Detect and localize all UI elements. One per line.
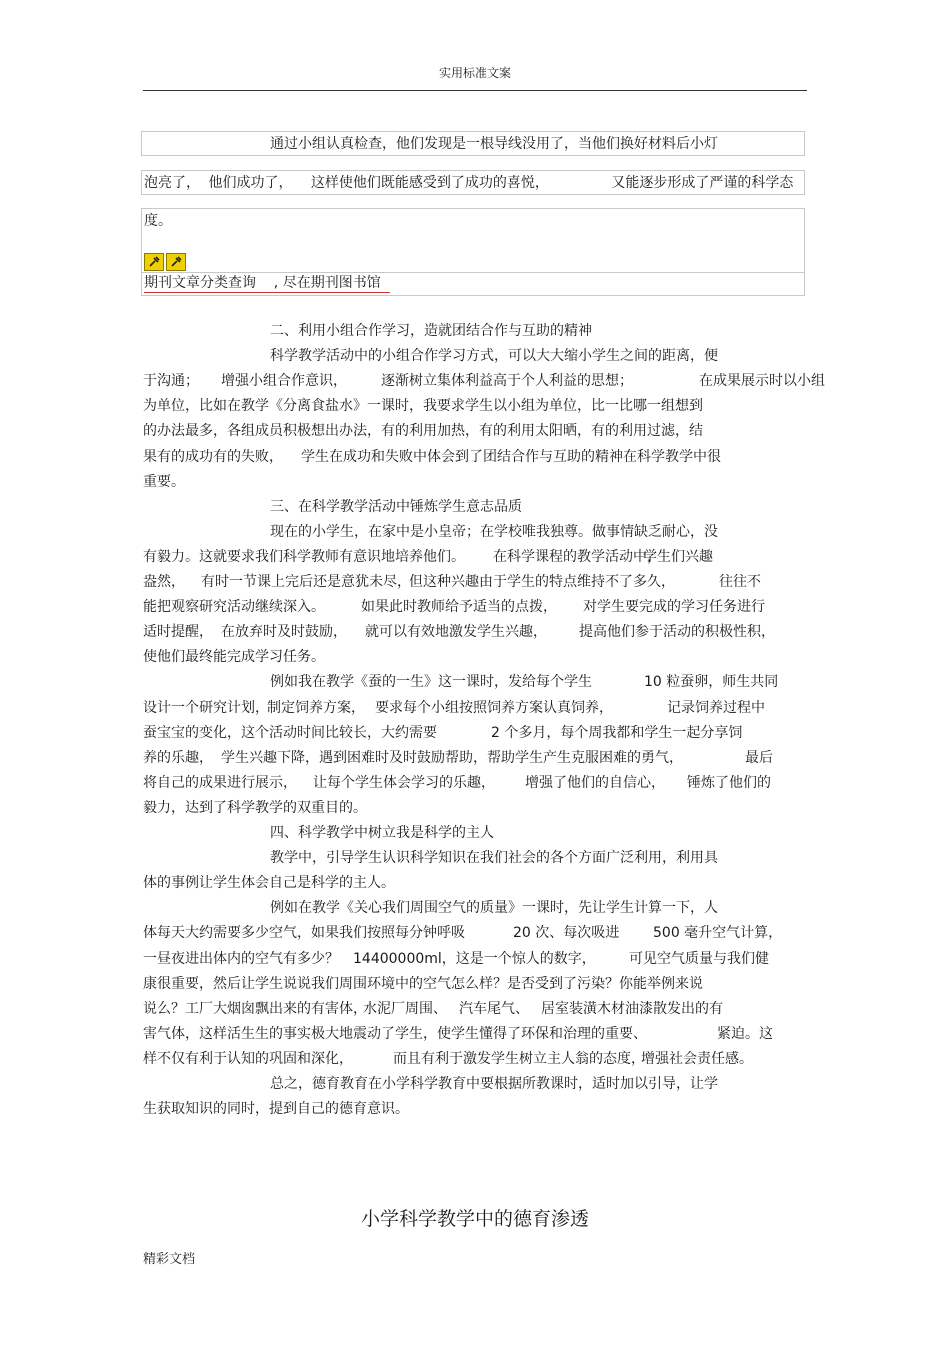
- page-footer: 精彩文档: [143, 1252, 196, 1267]
- body-line: [143, 597, 807, 617]
- body-line-segment: 增强小组合作意识，: [221, 373, 347, 390]
- body-line-segment: 10 粒蚕卵，师生共同: [644, 674, 779, 691]
- body-line-segment: 最后: [745, 749, 773, 766]
- body-line-segment: 可见空气质量与我们健: [629, 950, 769, 967]
- body-line: [143, 1024, 807, 1044]
- body-line-segment: 2 个多月，每个周我都和学生一起分享饲: [491, 724, 743, 741]
- body-line: [143, 622, 807, 642]
- body-line-segment: 居室装潢木材油漆散发出的有: [541, 1000, 723, 1017]
- body-line-segment: 能把观察研究活动继续深入。: [143, 599, 325, 616]
- body-line-segment: 要求每个小组按照饲养方案认真饲养，: [375, 699, 613, 716]
- toolbar-icons: [144, 253, 186, 271]
- body-line-segment: 养的乐趣，: [143, 749, 213, 766]
- body-line-segment: 增强社会责任感。: [641, 1050, 753, 1067]
- document-title: 小学科学教学中的德育渗透: [360, 1208, 589, 1230]
- body-line: 重要。: [143, 473, 185, 490]
- text-box-1: [141, 131, 805, 156]
- body-line: [143, 999, 807, 1019]
- box-line-1: 通过小组认真检查，他们发现是一根导线没用了，当他们换好材料后小灯: [270, 136, 718, 152]
- body-line-segment: 将自己的成果进行展示，: [143, 774, 297, 791]
- body-line: 的办法最多，各组成员积极想出办法，有的利用加热，有的利用太阳晒，有的利用过滤，结: [143, 423, 703, 440]
- body-line-segment: 学生们兴趣: [643, 548, 713, 565]
- link-underline: [144, 292, 390, 293]
- body-line-segment: 水泥厂周围、: [363, 1000, 447, 1017]
- body-line-segment: 提高他们参于活动的积极性积，: [579, 624, 775, 641]
- body-line-segment: 学生兴趣下降，遇到困难时及时鼓励帮助，帮助学生产生克服困难的勇气，: [221, 749, 683, 766]
- box-line-2-seg: 又能逐步形成了严谨的科学态: [611, 175, 794, 191]
- body-line-segment: 记录饲养过程中: [667, 699, 765, 716]
- body-line: 二、利用小组合作学习，造就团结合作与互助的精神: [270, 323, 592, 339]
- tool-icon[interactable]: [166, 253, 186, 271]
- body-line: 教学中，引导学生认识科学知识在我们社会的各个方面广泛利用，利用具: [270, 850, 718, 867]
- body-line: [143, 371, 825, 391]
- text-box-2: [141, 170, 805, 195]
- body-line: [143, 723, 807, 743]
- body-line-segment: 制定饲养方案，: [267, 699, 365, 716]
- body-line-segment: 紧迫。这: [717, 1025, 773, 1042]
- box-line-3: 度。: [144, 213, 172, 229]
- body-line-segment: 如果此时教师给予适当的点拨，: [361, 599, 557, 616]
- body-line-segment: 蚕宝宝的变化，这个活动时间比较长，大约需要: [143, 724, 437, 741]
- body-line: 例如在教学《关心我们周围空气的质量》一课时，先让学生计算一下，人: [270, 900, 718, 917]
- body-line: [143, 547, 807, 567]
- body-line-segment: 果有的成功有的失败，: [143, 448, 283, 465]
- body-line: 使他们最终能完成学习任务。: [143, 649, 325, 666]
- body-line-segment: 害气体，这样活生生的事实极大地震动了学生，使学生懂得了环保和治理的重要、: [143, 1025, 647, 1042]
- body-line-segment: 20 次、每次吸进: [513, 925, 620, 942]
- body-line-segment: 汽车尾气、: [459, 1000, 529, 1017]
- header-divider: [143, 90, 807, 91]
- body-line-segment: 在科学课程的教学活动中，: [493, 548, 661, 565]
- body-line: [143, 447, 807, 467]
- body-line-segment: 说么？工厂大烟囱飘出来的有害体，: [143, 1000, 367, 1017]
- body-line: 现在的小学生，在家中是小皇帝；在学校唯我独尊。做事情缺乏耐心，没: [270, 523, 718, 540]
- body-line-segment: 逐渐树立集体利益高于个人利益的思想；: [381, 373, 633, 390]
- tool-icon[interactable]: [144, 253, 164, 271]
- body-line: 三、在科学教学活动中锤炼学生意志品质: [270, 498, 522, 515]
- body-line-segment: 就可以有效地激发学生兴趣，: [365, 624, 547, 641]
- body-line-segment: 盎然，: [143, 574, 185, 590]
- body-line-segment: 样不仅有利于认知的巩固和深化，: [143, 1050, 353, 1067]
- box-line-2-seg: 他们成功了，: [208, 175, 293, 191]
- page-header: 实用标准文案: [438, 66, 511, 80]
- body-line: [143, 698, 807, 718]
- body-line-segment: 增强了他们的自信心，: [525, 774, 665, 791]
- body-line: [143, 1049, 807, 1069]
- body-line-segment: 设计一个研究计划，: [143, 699, 269, 716]
- body-line-segment: 对学生要完成的学习任务进行: [583, 599, 765, 616]
- body-line: 科学教学活动中的小组合作学习方式，可以大大缩小学生之间的距离，便: [270, 348, 718, 365]
- body-line: 为单位，比如在教学《分离食盐水》一课时，我要求学生以小组为单位，比一比哪一组想到: [143, 398, 703, 415]
- body-line-segment: 14400000ml，这是一个惊人的数字，: [353, 950, 596, 967]
- body-line: [143, 773, 807, 793]
- body-line-segment: 有时一节课上完后还是意犹未尽，: [201, 574, 411, 590]
- body-line: 体的事例让学生体会自己是科学的主人。: [143, 875, 395, 892]
- body-line-segment: 而且有利于激发学生树立主人翁的态度，: [393, 1050, 645, 1067]
- body-line-segment: 500 毫升空气计算，: [653, 925, 783, 942]
- body-line-segment: 适时提醒，: [143, 624, 213, 641]
- body-line-segment: 往往不: [719, 574, 761, 590]
- body-line-segment: 有毅力。这就要求我们科学教师有意识地培养他们。: [143, 548, 465, 565]
- body-line-segment: 但这种兴趣由于学生的特点维持不了多久，: [409, 574, 675, 590]
- body-line: [143, 949, 807, 969]
- body-line-segment: 例如我在教学《蚕的一生》这一课时，发给每个学生: [270, 674, 592, 691]
- body-line: 总之，德育教育在小学科学教育中要根据所教课时，适时加以引导，让学: [270, 1076, 718, 1092]
- body-line: [143, 923, 807, 943]
- body-line: [270, 672, 807, 692]
- body-line-segment: 在成果展示时以小组: [699, 373, 825, 390]
- body-line: 生获取知识的同时，提到自己的德育意识。: [143, 1101, 409, 1118]
- box-line-2-seg: 泡亮了，: [144, 175, 200, 191]
- body-line: [143, 748, 807, 768]
- body-line: 毅力，达到了科学教学的双重目的。: [143, 799, 367, 816]
- body-line-segment: 在放弃时及时鼓励，: [221, 624, 347, 641]
- text-box-3: [141, 208, 805, 296]
- body-line-segment: 体每天大约需要多少空气，如果我们按照每分钟呼吸: [143, 925, 465, 942]
- body-line: 四、科学教学中树立我是科学的主人: [270, 825, 494, 841]
- body-line: [143, 572, 807, 592]
- body-line: 康很重要，然后让学生说说我们周围环境中的空气怎么样？是否受到了污染？你能举例来说: [143, 975, 703, 992]
- body-line-segment: 锤炼了他们的: [687, 774, 771, 791]
- journal-search-link[interactable]: 期刊文章分类查询 , 尽在期刊图书馆: [144, 275, 381, 291]
- body-line-segment: 一昼夜进出体内的空气有多少？: [143, 950, 339, 967]
- box-line-2-seg: 这样使他们既能感受到了成功的喜悦，: [310, 175, 549, 191]
- body-line-segment: 于沟通；: [143, 373, 199, 390]
- body-line-segment: 学生在成功和失败中体会到了团结合作与互助的精神在科学教学中很: [301, 448, 721, 465]
- body-line-segment: 让每个学生体会学习的乐趣，: [313, 774, 495, 791]
